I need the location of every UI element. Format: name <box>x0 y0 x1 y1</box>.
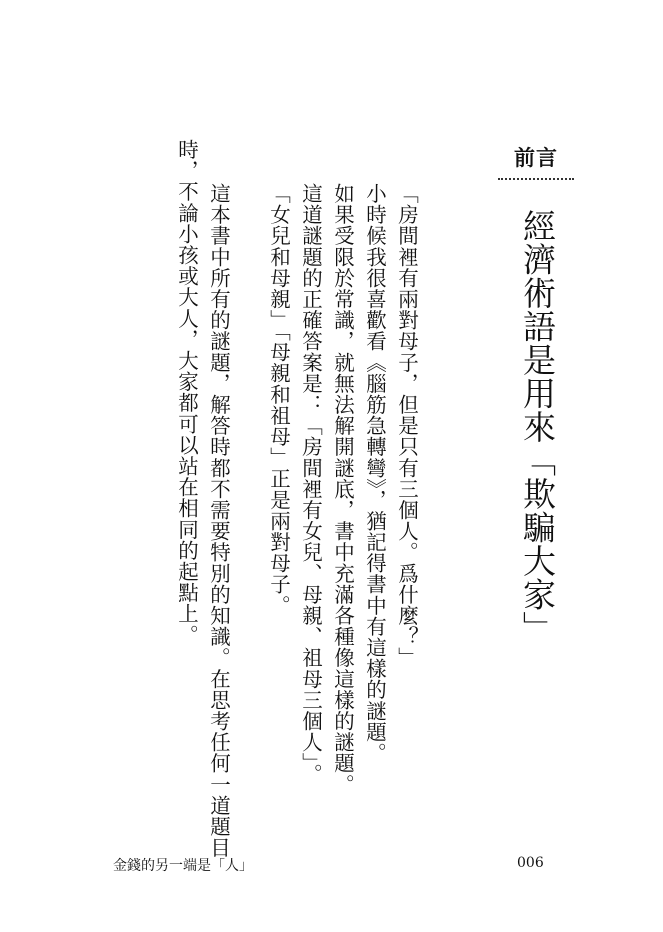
section-label: 前言 <box>514 146 558 170</box>
body-text-column: 時，不論小孩或大人，大家都可以站在相同的起點上。 <box>174 139 199 646</box>
running-footer-title: 金錢的另一端是「人」 <box>113 858 253 874</box>
body-text-column: 這本書中所有的謎題，解答時都不需要特別的知識。在思考任何一道題目 <box>206 183 231 859</box>
chapter-title: 經濟術語是用來「欺騙大家」 <box>518 209 557 645</box>
body-text-column: 「女兒和母親」「母親和祖母」正是兩對母子。 <box>266 183 291 616</box>
page-number: 006 <box>517 855 544 871</box>
body-text-column: 這道謎題的正確答案是：「房間裡有女兒、母親、祖母三個人」。 <box>298 183 323 785</box>
body-text-column: 如果受限於常識，就無法解開謎底，書中充滿各種像這樣的謎題。 <box>330 183 355 795</box>
dotted-divider <box>498 178 574 180</box>
body-text-column: 小時候我很喜歡看《腦筋急轉彎》，猶記得書中有這樣的謎題。 <box>362 183 387 764</box>
body-text-column: 「房間裡有兩對母子，但是只有三個人。爲什麼？」 <box>394 183 419 669</box>
